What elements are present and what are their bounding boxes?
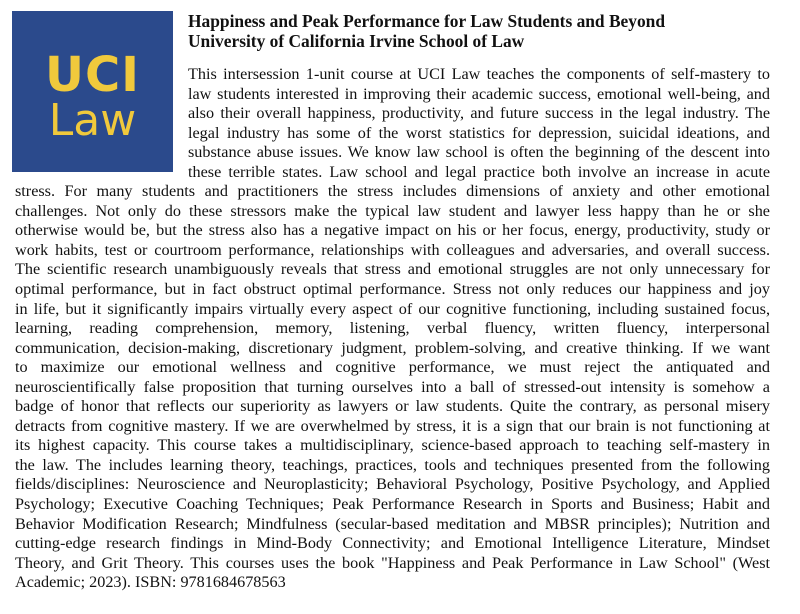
description-line: neuroscientifically false proposition that turning ourselves into a ball of stressed-out intensity is somehow a bbox=[15, 377, 770, 396]
logo-text-uci: UCI bbox=[44, 47, 141, 103]
description-line: otherwise would be, but the stress also has a negative impact on his or her focus, energy, productivity, study or bbox=[15, 221, 770, 240]
description-line: legal industry has some of the worst statistics for depression, suicidal ideations, and bbox=[188, 123, 770, 142]
description-line: challenges. Not only do these stressors make the typical law student and lawyer less happy than he or she bbox=[15, 201, 770, 220]
description-line: Academic; 2023). ISBN: 9781684678563 bbox=[15, 573, 286, 592]
description-line: badge of honor that reflects our superiority as lawyers or law students. Quite the contrary, as personal misery bbox=[15, 397, 770, 416]
course-title: Happiness and Peak Performance for Law Students and Beyond bbox=[188, 11, 666, 31]
description-line: law students interested in improving their academic success, emotional well-being, and bbox=[188, 84, 770, 103]
logo-text-law: Law bbox=[48, 95, 137, 146]
document-header bbox=[188, 12, 665, 51]
description-line: fields/disciplines: Neuroscience and Neuroplasticity; Behavioral Psychology, Positive Psychology, and Applied bbox=[15, 475, 770, 494]
description-line: Theory, and Grit Theory. This courses uses the book "Happiness and Peak Performance in Law School" (West bbox=[15, 553, 770, 572]
description-line: work habits, test or courtroom performance, relationships with colleagues and adversaries, and overall success. bbox=[15, 240, 770, 259]
course-description bbox=[15, 65, 770, 593]
description-line: to maximize our emotional wellness and cognitive performance, we must reject the antiquated and bbox=[15, 358, 770, 377]
description-line: cutting-edge research findings in Mind-Body Connectivity; and Emotional Intelligence Literature, Mindset bbox=[15, 534, 770, 553]
description-line: Psychology; Executive Coaching Techniques; Peak Performance Research in Sports and Business; Habit and bbox=[15, 495, 770, 514]
description-line: these terrible states. Law school and legal practice both involve an increase in acute bbox=[188, 162, 770, 181]
description-line: optimal performance, but in fact obstruct optimal performance. Stress not only reduces our happiness and joy bbox=[15, 280, 770, 299]
description-line: stress. For many students and practitioners the stress includes dimensions of anxiety and other emotional bbox=[15, 182, 770, 201]
description-line: the law. The includes learning theory, teachings, practices, tools and techniques presented from the following bbox=[15, 455, 770, 474]
description-line: also their overall happiness, productivity, and future success in the legal industry. The bbox=[188, 104, 770, 123]
description-line: communication, decision-making, discretionary judgment, problem-solving, and creative thinking. If we want bbox=[15, 338, 770, 357]
description-line: substance abuse issues. We know law school is often the beginning of the descent into bbox=[188, 143, 770, 162]
description-line: detracts from cognitive mastery. If we are overwhelmed by stress, it is a sign that our brain is not functioning at bbox=[15, 416, 770, 435]
description-line: in life, but it significantly impairs virtually every aspect of our cognitive functioning, including sustained focus, bbox=[15, 299, 770, 318]
description-line: This intersession 1-unit course at UCI Law teaches the components of self-mastery to bbox=[188, 65, 770, 83]
school-name: University of California Irvine School of Law bbox=[188, 30, 525, 51]
description-line: its highest capacity. This course takes a multidisciplinary, science-based approach to teaching self-mastery in bbox=[15, 436, 770, 455]
description-line: learning, reading comprehension, memory, listening, verbal fluency, written fluency, interpersonal bbox=[15, 319, 770, 338]
description-line: The scientific research unambiguously reveals that stress and emotional struggles are not only unnecessary for bbox=[15, 260, 770, 279]
description-line: Behavior Modification Research; Mindfulness (secular-based meditation and MBSR principles); Nutrition and bbox=[15, 514, 770, 533]
